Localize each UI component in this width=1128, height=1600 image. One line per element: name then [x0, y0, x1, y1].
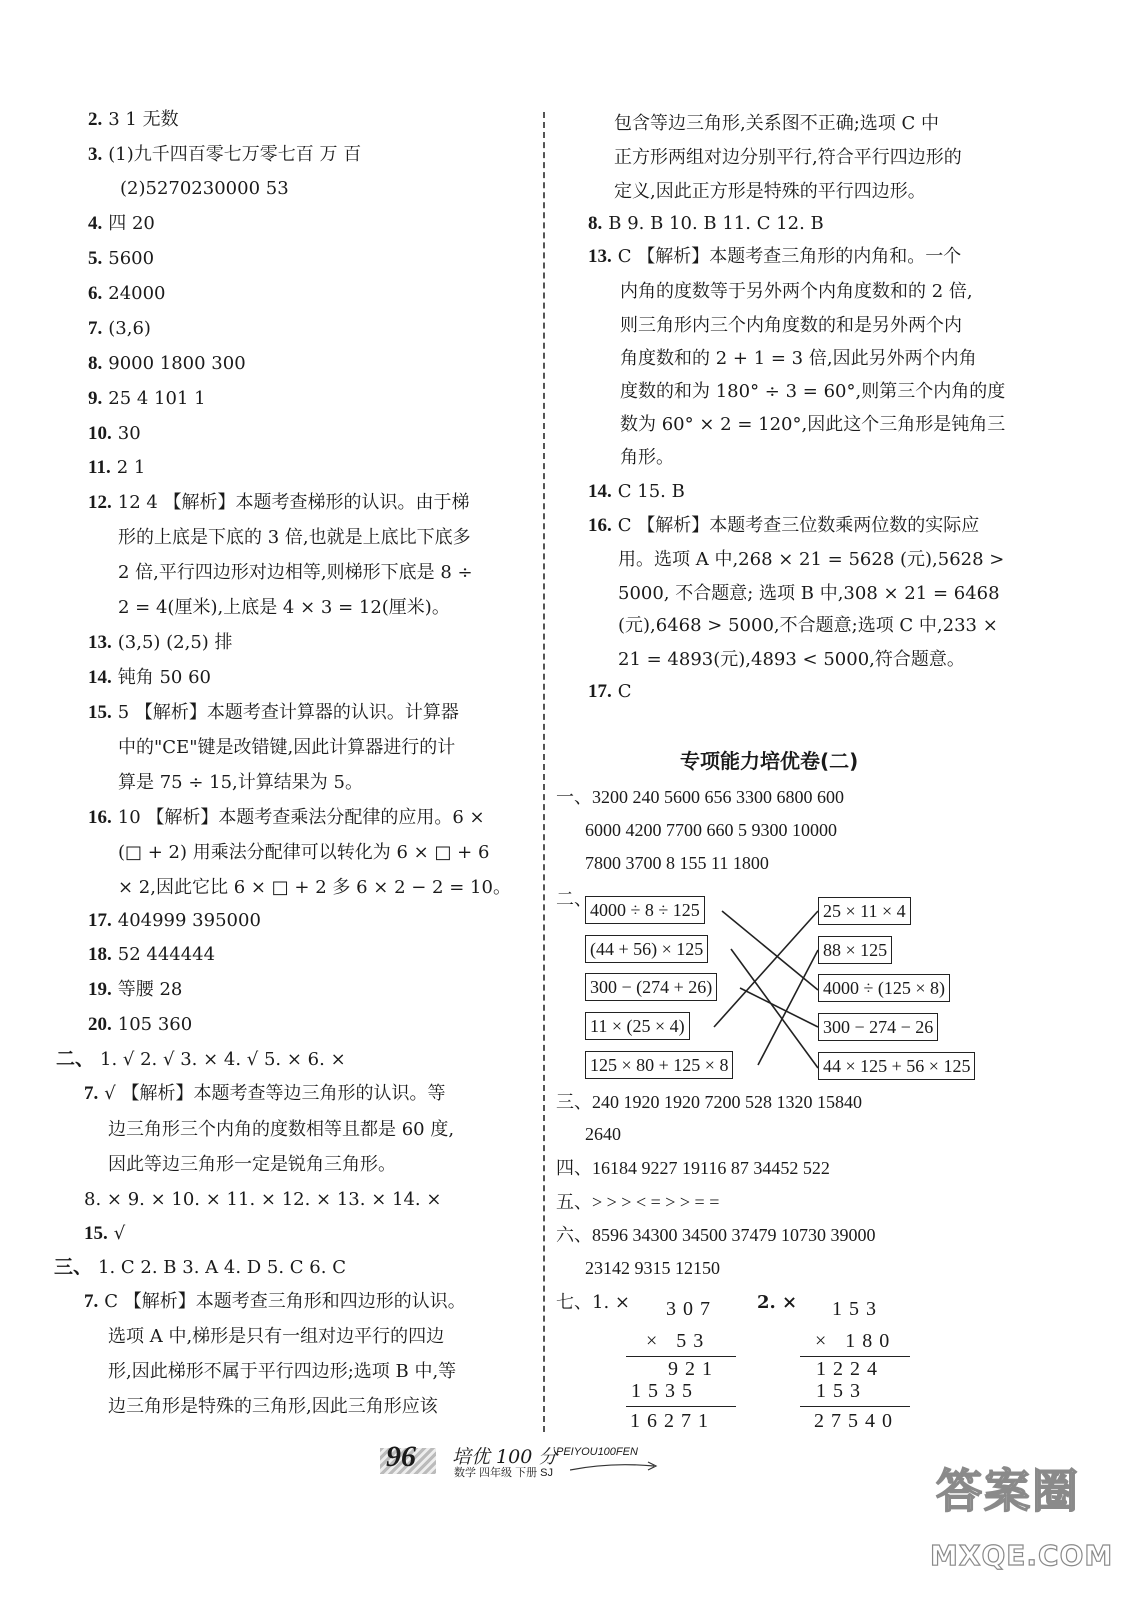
answer-text: 度数的和为 180° ÷ 3 = 60°,则第三个内角的度: [620, 381, 1006, 402]
question-number: 17.: [88, 910, 112, 931]
question-number: 15.: [88, 702, 112, 723]
answer-text: 四 20: [108, 213, 155, 234]
watermark-text: 答案圈: [936, 1464, 1080, 1518]
part3-line-1: 三、240 1920 1920 7200 528 1320 15840: [556, 1092, 862, 1112]
question-number: 18.: [88, 944, 112, 965]
mult1-rule-1: [626, 1356, 736, 1357]
part3-line-2: 2640: [585, 1124, 621, 1144]
answer-text: 定义,因此正方形是特殊的平行四边形。: [614, 181, 926, 202]
answer-text: 角形。: [620, 447, 674, 468]
part1-line-3: 7800 3700 8 155 11 1800: [585, 853, 769, 873]
mult2-rule-1: [800, 1356, 910, 1357]
question-number: 3.: [88, 144, 103, 165]
answer-text: √: [113, 1223, 126, 1244]
mult2-rule-2: [800, 1406, 910, 1407]
answer-text: 边三角形是特殊的三角形,因此三角形应该: [108, 1396, 438, 1417]
match-right-2: 88 × 125: [818, 936, 892, 964]
question-number: 7.: [84, 1291, 99, 1312]
page-footer: [380, 1440, 680, 1480]
answer-text: 24000: [108, 283, 166, 304]
mult1-result: 16271: [630, 1410, 715, 1432]
answer-text: C 15. B: [617, 481, 685, 502]
question-number: 16.: [588, 515, 612, 536]
watermark: [930, 1455, 1114, 1595]
answer-text: 25 4 101 1: [108, 388, 206, 409]
question-number: 5.: [88, 248, 103, 269]
answer-text: 1. C 2. B 3. A 4. D 5. C 6. C: [98, 1257, 346, 1278]
answer-text: √ 【解析】本题考查等边三角形的认识。等: [104, 1083, 446, 1104]
answer-text: 选项 A 中,梯形是只有一组对边平行的四边: [108, 1326, 445, 1347]
answer-text: 52 444444: [117, 944, 216, 965]
question-number: 三、: [54, 1257, 93, 1278]
answer-text: 2 倍,平行四边形对边相等,则梯形下底是 8 ÷: [118, 562, 473, 583]
question-number: 7.: [88, 318, 103, 339]
answer-text: 10 【解析】本题考查乘法分配律的应用。6 ×: [117, 807, 485, 828]
answer-text: 1. √ 2. √ 3. × 4. √ 5. × 6. ×: [100, 1049, 346, 1070]
answer-text: 因此等边三角形一定是锐角三角形。: [108, 1154, 396, 1175]
question-number: 14.: [88, 667, 112, 688]
question-number: 12.: [88, 492, 112, 513]
question-number: 11.: [88, 457, 111, 478]
arrow-swoosh-icon: [570, 1460, 660, 1474]
question-number: 19.: [88, 979, 112, 1000]
match-left-2: (44 + 56) × 125: [585, 935, 708, 963]
watermark-url: MXQE.COM: [930, 1539, 1114, 1572]
answer-text: (元),6468 > 5000,不合题意;选项 C 中,233 ×: [618, 615, 998, 636]
part1-line-1: 一、3200 240 5600 656 3300 6800 600: [556, 787, 844, 807]
question-number: 4.: [88, 213, 103, 234]
question-number: 6.: [88, 283, 103, 304]
match-left-1: 4000 ÷ 8 ÷ 125: [585, 896, 705, 924]
answer-text: 105 360: [117, 1014, 193, 1035]
answer-text: C 【解析】本题考查三位数乘两位数的实际应: [617, 515, 980, 536]
part6-line-2: 23142 9315 12150: [585, 1258, 720, 1278]
match-line-4: [714, 911, 818, 1027]
question-number: 13.: [588, 246, 612, 267]
question-number: 13.: [88, 632, 112, 653]
mult2-b: × 180: [815, 1330, 897, 1352]
section-title: 专项能力培优卷(二): [680, 749, 859, 773]
answer-text: (1)九千四百零七万零七百 万 百: [108, 144, 362, 165]
match-line-2: [731, 949, 818, 1068]
mult1-b: × 53: [646, 1330, 711, 1352]
question-number: 7.: [84, 1083, 99, 1104]
answer-text: (3,5) (2,5) 排: [117, 632, 233, 653]
answer-text: 9000 1800 300: [108, 353, 246, 374]
mult2-partial-1: 1224: [816, 1358, 884, 1380]
answer-text: 正方形两组对边分别平行,符合平行四边形的: [614, 147, 962, 168]
answer-text: C 【解析】本题考查三角形和四边形的认识。: [104, 1291, 466, 1312]
answer-text: 404999 395000: [117, 910, 261, 931]
answer-text: (2)5270230000 53: [120, 178, 289, 199]
answer-text: 2 1: [116, 457, 146, 478]
answer-text: 3 1 无数: [108, 109, 179, 130]
book-subtitle: 数学 四年级 下册 SJ: [454, 1467, 554, 1479]
question-number: 14.: [588, 481, 612, 502]
mult1-partial-2: 1535: [631, 1380, 699, 1402]
question-number: 10.: [88, 423, 112, 444]
part1-line-2: 6000 4200 7700 660 5 9300 10000: [585, 820, 837, 840]
part4-line: 四、16184 9227 19116 87 34452 522: [556, 1158, 830, 1178]
answer-text: 钝角 50 60: [117, 667, 212, 688]
answer-text: 30: [117, 423, 141, 444]
answer-text: 数为 60° × 2 = 120°,因此这个三角形是钝角三: [620, 414, 1006, 435]
match-right-4: 300 − 274 − 26: [818, 1013, 938, 1041]
question-number: 15.: [84, 1223, 108, 1244]
answer-text: 8. × 9. × 10. × 11. × 12. × 13. × 14. ×: [84, 1189, 442, 1210]
question-number: 2.: [88, 109, 103, 130]
answer-text: 角度数和的 2 + 1 = 3 倍,因此另外两个内角: [620, 348, 977, 369]
answer-text: 2 = 4(厘米),上底是 4 × 3 = 12(厘米)。: [118, 597, 450, 618]
question-number: 8.: [588, 213, 603, 234]
answer-text: 形的上底是下底的 3 倍,也就是上底比下底多: [118, 527, 471, 548]
match-line-3: [740, 988, 818, 1027]
answer-text: C: [617, 681, 632, 702]
mult1-partial-1: 921: [668, 1358, 719, 1380]
match-right-3: 4000 ÷ (125 × 8): [818, 974, 950, 1002]
part7-label-2: 2. ×: [757, 1292, 798, 1313]
mult1-a: 307: [666, 1298, 717, 1320]
brand-latin: PEIYOU100FEN: [556, 1446, 638, 1458]
question-number: 8.: [88, 353, 103, 374]
match-left-3: 300 − (274 + 26): [585, 973, 717, 1001]
answer-text: 则三角形内三个内角度数的和是另外两个内: [620, 315, 962, 336]
answer-text: 12 4 【解析】本题考查梯形的认识。由于梯: [117, 492, 470, 513]
answer-text: 5 【解析】本题考查计算器的认识。计算器: [117, 702, 459, 723]
answer-text: 内角的度数等于另外两个内角度数和的 2 倍,: [620, 281, 973, 302]
answer-text: 用。选项 A 中,268 × 21 = 5628 (元),5628 >: [618, 549, 1005, 570]
answer-text: 算是 75 ÷ 15,计算结果为 5。: [118, 772, 363, 793]
answer-text: 21 = 4893(元),4893 < 5000,符合题意。: [618, 649, 965, 670]
question-number: 16.: [88, 807, 112, 828]
answer-text: 边三角形三个内角的度数相等且都是 60 度,: [108, 1119, 455, 1140]
mult2-partial-2: 153: [816, 1380, 867, 1402]
match-right-5: 44 × 125 + 56 × 125: [818, 1052, 975, 1080]
part5-line: 五、> > > < = > > = =: [556, 1192, 720, 1212]
match-right-1: 25 × 11 × 4: [818, 897, 911, 925]
part2-label: 二、: [556, 889, 592, 910]
answer-text: B 9. B 10. B 11. C 12. B: [608, 213, 824, 234]
mult2-result: 27540: [814, 1410, 899, 1432]
brand-name: 培优 100 分: [452, 1446, 558, 1468]
part7-label-1: 七、1. ×: [556, 1292, 630, 1313]
answer-text: 5000, 不合题意; 选项 B 中,308 × 21 = 6468: [618, 583, 1000, 604]
page-number: 96: [386, 1440, 416, 1473]
answer-text: (□ + 2) 用乘法分配律可以转化为 6 × □ + 6: [118, 842, 490, 863]
answer-text: 5600: [108, 248, 155, 269]
mult2-a: 153: [832, 1298, 883, 1320]
answer-text: × 2,因此它比 6 × □ + 2 多 6 × 2 − 2 = 10。: [118, 877, 511, 898]
question-number: 9.: [88, 388, 103, 409]
answer-text: (3,6): [108, 318, 151, 339]
match-left-4: 11 × (25 × 4): [585, 1012, 690, 1040]
part6-line-1: 六、8596 34300 34500 37479 10730 39000: [556, 1225, 876, 1245]
mult1-rule-2: [626, 1406, 736, 1407]
question-number: 二、: [56, 1049, 95, 1070]
answer-text: 等腰 28: [117, 979, 183, 1000]
question-number: 20.: [88, 1014, 112, 1035]
answer-text: 中的"CE"键是改错键,因此计算器进行的计: [118, 737, 456, 758]
answer-text: 包含等边三角形,关系图不正确;选项 C 中: [614, 113, 940, 134]
answer-text: 形,因此梯形不属于平行四边形;选项 B 中,等: [108, 1361, 457, 1382]
answer-text: C 【解析】本题考查三角形的内角和。一个: [617, 246, 962, 267]
match-left-5: 125 × 80 + 125 × 8: [585, 1051, 733, 1079]
question-number: 17.: [588, 681, 612, 702]
